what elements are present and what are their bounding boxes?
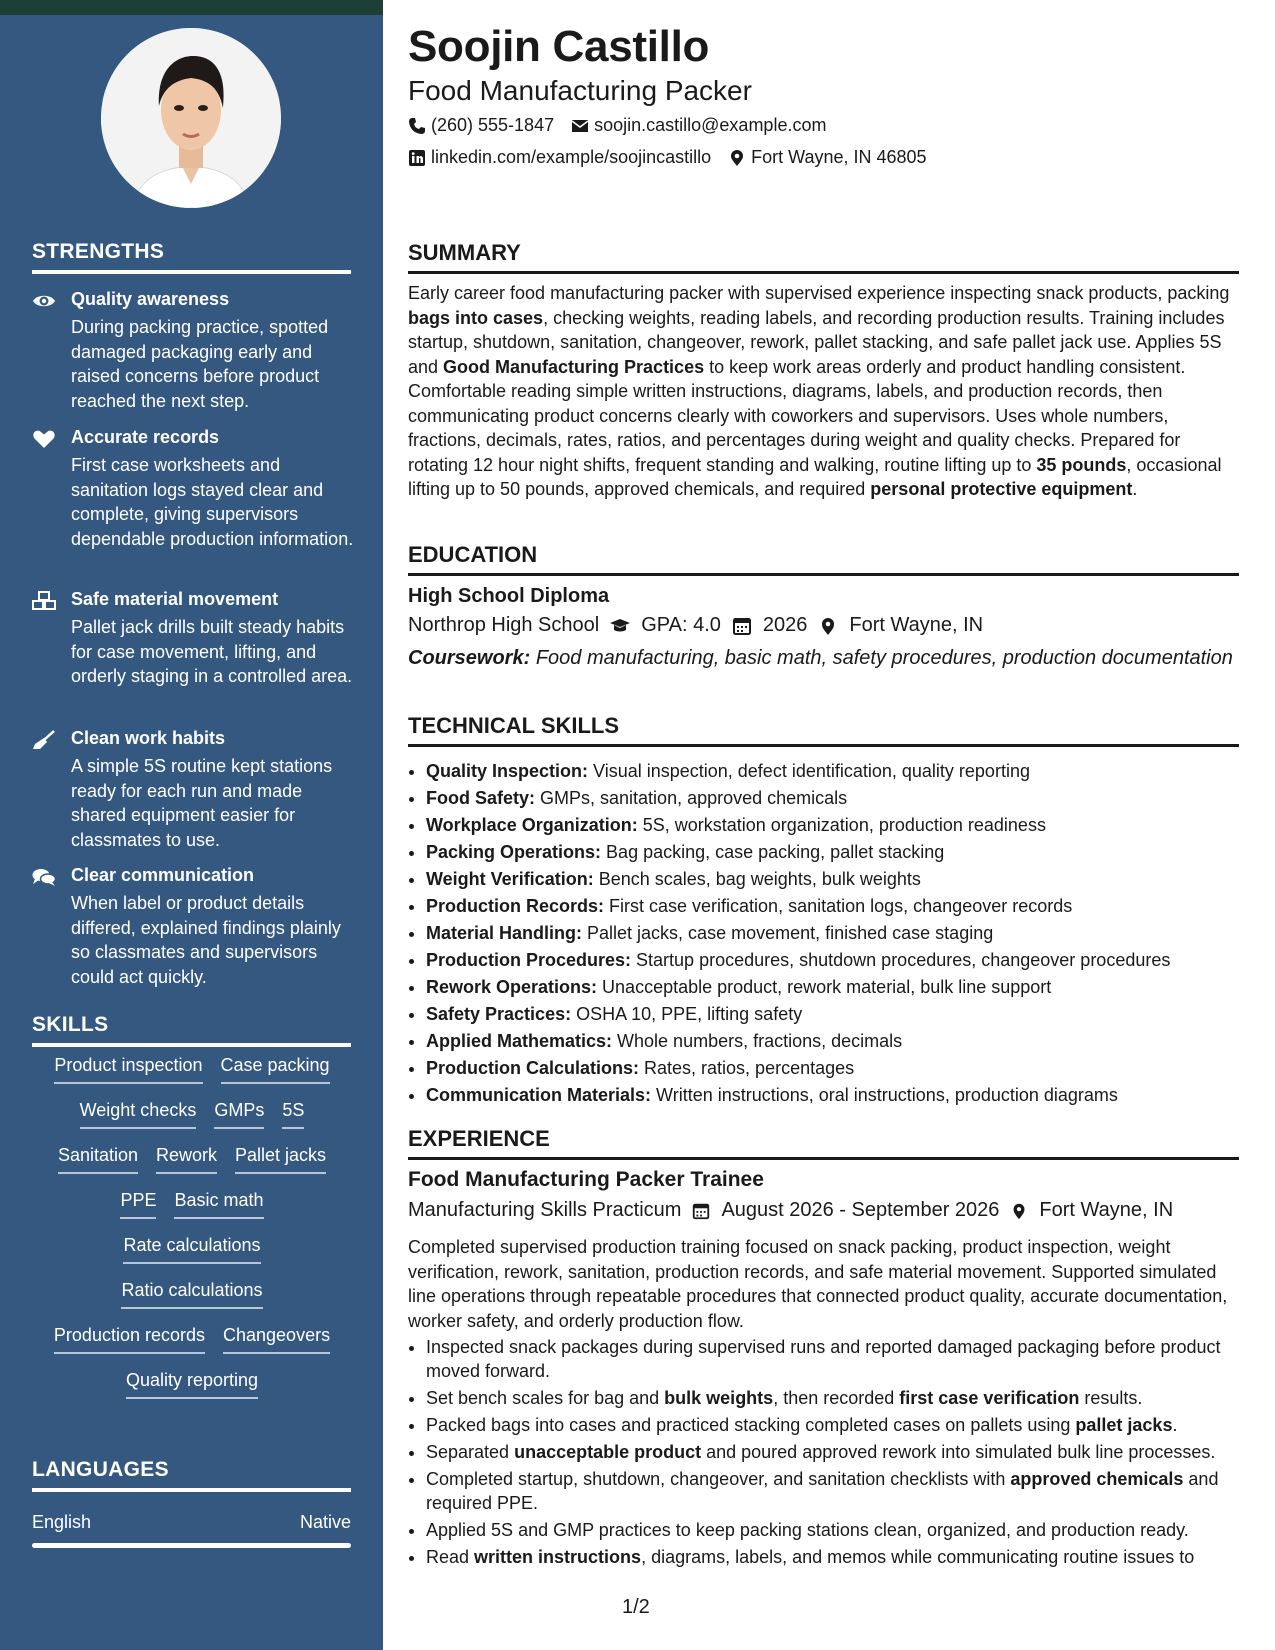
strength-title: Quality awareness bbox=[71, 289, 230, 309]
technical-skill-label: Safety Practices: bbox=[426, 1004, 572, 1024]
job-dates: August 2026 - September 2026 bbox=[721, 1199, 1000, 1221]
skill-tag: Pallet jacks bbox=[235, 1145, 326, 1174]
technical-skill-item bbox=[426, 785, 1258, 812]
technical-skill-item bbox=[426, 1055, 1258, 1082]
calendar-icon bbox=[731, 616, 753, 636]
technical-skill-value: Pallet jacks, case movement, finished case staging bbox=[582, 923, 994, 943]
broom-icon bbox=[32, 730, 56, 750]
skill-tag: Ratio calculations bbox=[121, 1280, 262, 1309]
technical-skill-value: Startup procedures, shutdown procedures, changeover procedures bbox=[631, 950, 1171, 970]
map-pin-icon bbox=[728, 149, 746, 167]
technical-skill-value: Whole numbers, fractions, decimals bbox=[612, 1031, 903, 1051]
strength-description: Pallet jack drills built steady habits for case movement, lifting, and orderly staging in a controlled area. bbox=[71, 617, 353, 686]
phone-contact[interactable] bbox=[408, 115, 554, 136]
job-location: Fort Wayne, IN bbox=[1039, 1199, 1174, 1221]
technical-skill-item bbox=[426, 812, 1258, 839]
eye-icon bbox=[32, 291, 56, 311]
technical-skill-item bbox=[426, 920, 1258, 947]
linkedin-text: linkedin.com/example/soojincastillo bbox=[431, 147, 712, 167]
coursework-label: Coursework: bbox=[408, 647, 531, 669]
strength-title: Accurate records bbox=[71, 427, 220, 447]
job-details bbox=[408, 1199, 1173, 1222]
job-bullet: • Applied 5S and GMP practices to keep packing stations clean, organized, and production ready. bbox=[426, 1518, 1258, 1542]
education-details bbox=[408, 614, 983, 637]
technical-skill-label: Applied Mathematics: bbox=[426, 1031, 613, 1051]
skill-row bbox=[32, 1055, 352, 1100]
technical-skill-item bbox=[426, 839, 1258, 866]
map-pin-icon bbox=[817, 616, 839, 636]
sidebar bbox=[0, 0, 383, 1650]
technical-skill-label: Quality Inspection: bbox=[426, 761, 589, 781]
page-number: 1/2 bbox=[622, 1596, 650, 1618]
job-bullets bbox=[408, 1335, 1258, 1572]
skill-tag: PPE bbox=[120, 1190, 156, 1219]
language-row bbox=[32, 1512, 351, 1533]
technical-skills-heading: TECHNICAL SKILLS bbox=[408, 713, 1239, 747]
technical-skill-value: Bench scales, bag weights, bulk weights bbox=[593, 869, 921, 889]
technical-skill-value: First case verification, sanitation logs, changeover records bbox=[604, 896, 1073, 916]
skill-row bbox=[32, 1190, 352, 1235]
technical-skill-label: Production Records: bbox=[426, 896, 605, 916]
technical-skill-item bbox=[426, 758, 1258, 785]
skills-list bbox=[32, 1055, 352, 1415]
language-level-bar bbox=[32, 1543, 351, 1548]
skill-row bbox=[32, 1325, 352, 1370]
job-bullet: • Packed bags into cases and practiced stacking completed cases on pallets using pallet jacks. bbox=[426, 1413, 1258, 1437]
strength-description: First case worksheets and sanitation logs stayed clear and complete, giving supervisors dependable production information. bbox=[71, 455, 354, 549]
skill-row bbox=[32, 1145, 352, 1190]
email-contact[interactable] bbox=[571, 115, 826, 136]
heart-icon bbox=[32, 429, 56, 449]
education-heading: EDUCATION bbox=[408, 542, 1239, 576]
technical-skill-value: OSHA 10, PPE, lifting safety bbox=[571, 1004, 803, 1024]
skill-tag: GMPs bbox=[214, 1100, 264, 1129]
candidate-title: Food Manufacturing Packer bbox=[408, 75, 752, 106]
skill-tag: Quality reporting bbox=[126, 1370, 258, 1399]
job-title: Food Manufacturing Packer Trainee bbox=[408, 1168, 764, 1191]
technical-skill-item bbox=[426, 1001, 1258, 1028]
technical-skill-item bbox=[426, 866, 1258, 893]
map-pin-icon bbox=[1009, 1201, 1029, 1221]
skill-tag: Production records bbox=[54, 1325, 205, 1354]
languages-heading: LANGUAGES bbox=[32, 1458, 351, 1492]
skill-tag: Sanitation bbox=[58, 1145, 138, 1174]
boxes-icon bbox=[32, 591, 56, 611]
strength-description: When label or product details differed, explained findings plainly so classmates and supervisors could act quickly. bbox=[71, 893, 341, 987]
experience-heading: EXPERIENCE bbox=[408, 1126, 1239, 1160]
technical-skill-value: Visual inspection, defect identification, quality reporting bbox=[588, 761, 1030, 781]
job-bullet: • Inspected snack packages during supervised runs and reported damaged packaging before product moved forward. bbox=[426, 1335, 1258, 1383]
technical-skill-label: Workplace Organization: bbox=[426, 815, 638, 835]
skill-tag: Rate calculations bbox=[123, 1235, 260, 1264]
technical-skill-label: Material Handling: bbox=[426, 923, 583, 943]
language-level: Native bbox=[299, 1512, 351, 1532]
technical-skill-label: Rework Operations: bbox=[426, 977, 598, 997]
strength-title: Clean work habits bbox=[71, 728, 226, 748]
graduation-cap-icon bbox=[609, 616, 631, 636]
candidate-name: Soojin Castillo bbox=[408, 22, 710, 71]
technical-skill-item bbox=[426, 1028, 1258, 1055]
skill-tag: Rework bbox=[156, 1145, 217, 1174]
technical-skill-value: Bag packing, case packing, pallet stacking bbox=[601, 842, 945, 862]
job-bullet: • Completed startup, shutdown, changeover, and sanitation checklists with approved chemicals and required PPE. bbox=[426, 1467, 1258, 1515]
language-name: English bbox=[32, 1512, 92, 1532]
skill-tag: Product inspection bbox=[54, 1055, 202, 1084]
technical-skills-list bbox=[408, 758, 1258, 1109]
skill-tag: Weight checks bbox=[80, 1100, 197, 1129]
summary-text: Early career food manufacturing packer with supervised experience inspecting snack products, packing bags into cases, checking weights, reading labels, and recording production results. Training includes startup, shutdown, sanitation, changeover, rework, pallet stacking, and safe pallet jack use. Applies 5S and Good Manufacturing Practices to keep work areas orderly and product handling consistent. Comfortable reading simple written instructions, diagrams, labels, and production records, then communicating product concerns clearly with coworkers and supervisors. Uses whole numbers, fractions, decimals, rates, ratios, and percentages during weight and quality checks. Prepared for rotating 12 hour night shifts, frequent standing and walking, routine lifting up to 35 pounds, occasional lifting up to 50 pounds, approved chemicals, and required personal protective equipment. bbox=[408, 283, 1230, 499]
technical-skill-value: 5S, workstation organization, production readiness bbox=[637, 815, 1046, 835]
gpa: GPA: 4.0 bbox=[641, 614, 721, 636]
calendar-icon bbox=[691, 1201, 711, 1221]
skill-row bbox=[32, 1235, 352, 1280]
skills-heading: SKILLS bbox=[32, 1013, 351, 1047]
job-bullet: • Read written instructions, diagrams, labels, and memos while communicating routine issues to bbox=[426, 1545, 1258, 1569]
technical-skill-label: Production Procedures: bbox=[426, 950, 632, 970]
linkedin-contact[interactable] bbox=[408, 147, 711, 168]
skill-row bbox=[32, 1370, 352, 1415]
technical-skill-label: Production Calculations: bbox=[426, 1058, 640, 1078]
technical-skill-label: Weight Verification: bbox=[426, 869, 594, 889]
school-name: Northrop High School bbox=[408, 614, 600, 636]
technical-skill-value: GMPs, sanitation, approved chemicals bbox=[535, 788, 848, 808]
contact-row bbox=[408, 115, 826, 136]
technical-skill-value: Unacceptable product, rework material, bulk line support bbox=[597, 977, 1052, 997]
phone-icon bbox=[408, 117, 426, 135]
skill-tag: Case packing bbox=[221, 1055, 330, 1084]
comments-icon bbox=[32, 867, 56, 887]
profile-photo bbox=[101, 28, 281, 208]
coursework-text: Food manufacturing, basic math, safety procedures, production documentation bbox=[535, 647, 1233, 669]
technical-skill-value: Written instructions, oral instructions, production diagrams bbox=[651, 1085, 1118, 1105]
strength-title: Clear communication bbox=[71, 865, 255, 885]
skill-row bbox=[32, 1100, 352, 1145]
strength-description: A simple 5S routine kept stations ready for each run and made shared equipment easier for classmates to use. bbox=[71, 756, 333, 850]
location-text: Fort Wayne, IN 46805 bbox=[751, 147, 927, 167]
degree-title: High School Diploma bbox=[408, 585, 610, 607]
technical-skill-item bbox=[426, 947, 1258, 974]
technical-skill-label: Food Safety: bbox=[426, 788, 536, 808]
job-intro: Completed supervised production training focused on snack packing, product inspection, weight verification, rework, sanitation, production records, and safe material movement. Supported simulated line operations through repeatable procedures that connected product quality, accurate documentation, worker safety, and orderly production flow. bbox=[408, 1237, 1228, 1331]
skill-tag: Basic math bbox=[174, 1190, 263, 1219]
technical-skill-item bbox=[426, 1082, 1258, 1109]
job-bullet: • Separated unacceptable product and poured approved rework into simulated bulk line processes. bbox=[426, 1440, 1258, 1464]
summary-heading: SUMMARY bbox=[408, 240, 1239, 274]
technical-skill-item bbox=[426, 893, 1258, 920]
strength-description: During packing practice, spotted damaged packaging early and raised concerns before product reached the next step. bbox=[71, 317, 329, 411]
technical-skill-item bbox=[426, 974, 1258, 1001]
technical-skill-value: Rates, ratios, percentages bbox=[639, 1058, 855, 1078]
sidebar-top-bar bbox=[0, 0, 383, 15]
strength-title: Safe material movement bbox=[71, 589, 279, 609]
skill-row bbox=[32, 1280, 352, 1325]
email-text: soojin.castillo@example.com bbox=[594, 115, 827, 135]
envelope-icon bbox=[571, 117, 589, 135]
graduation-year: 2026 bbox=[762, 614, 808, 636]
technical-skill-label: Communication Materials: bbox=[426, 1085, 652, 1105]
coursework bbox=[408, 646, 1240, 670]
job-bullet: • Set bench scales for bag and bulk weights, then recorded first case verification results. bbox=[426, 1386, 1258, 1410]
school-location: Fort Wayne, IN bbox=[849, 614, 984, 636]
strengths-heading: STRENGTHS bbox=[32, 240, 351, 274]
technical-skill-label: Packing Operations: bbox=[426, 842, 602, 862]
job-organization: Manufacturing Skills Practicum bbox=[408, 1199, 682, 1221]
contact-row bbox=[408, 147, 927, 168]
phone-text: (260) 555-1847 bbox=[431, 115, 555, 135]
linkedin-icon bbox=[408, 149, 426, 167]
skill-tag: 5S bbox=[282, 1100, 304, 1129]
location-contact bbox=[728, 147, 926, 168]
skill-tag: Changeovers bbox=[223, 1325, 330, 1354]
